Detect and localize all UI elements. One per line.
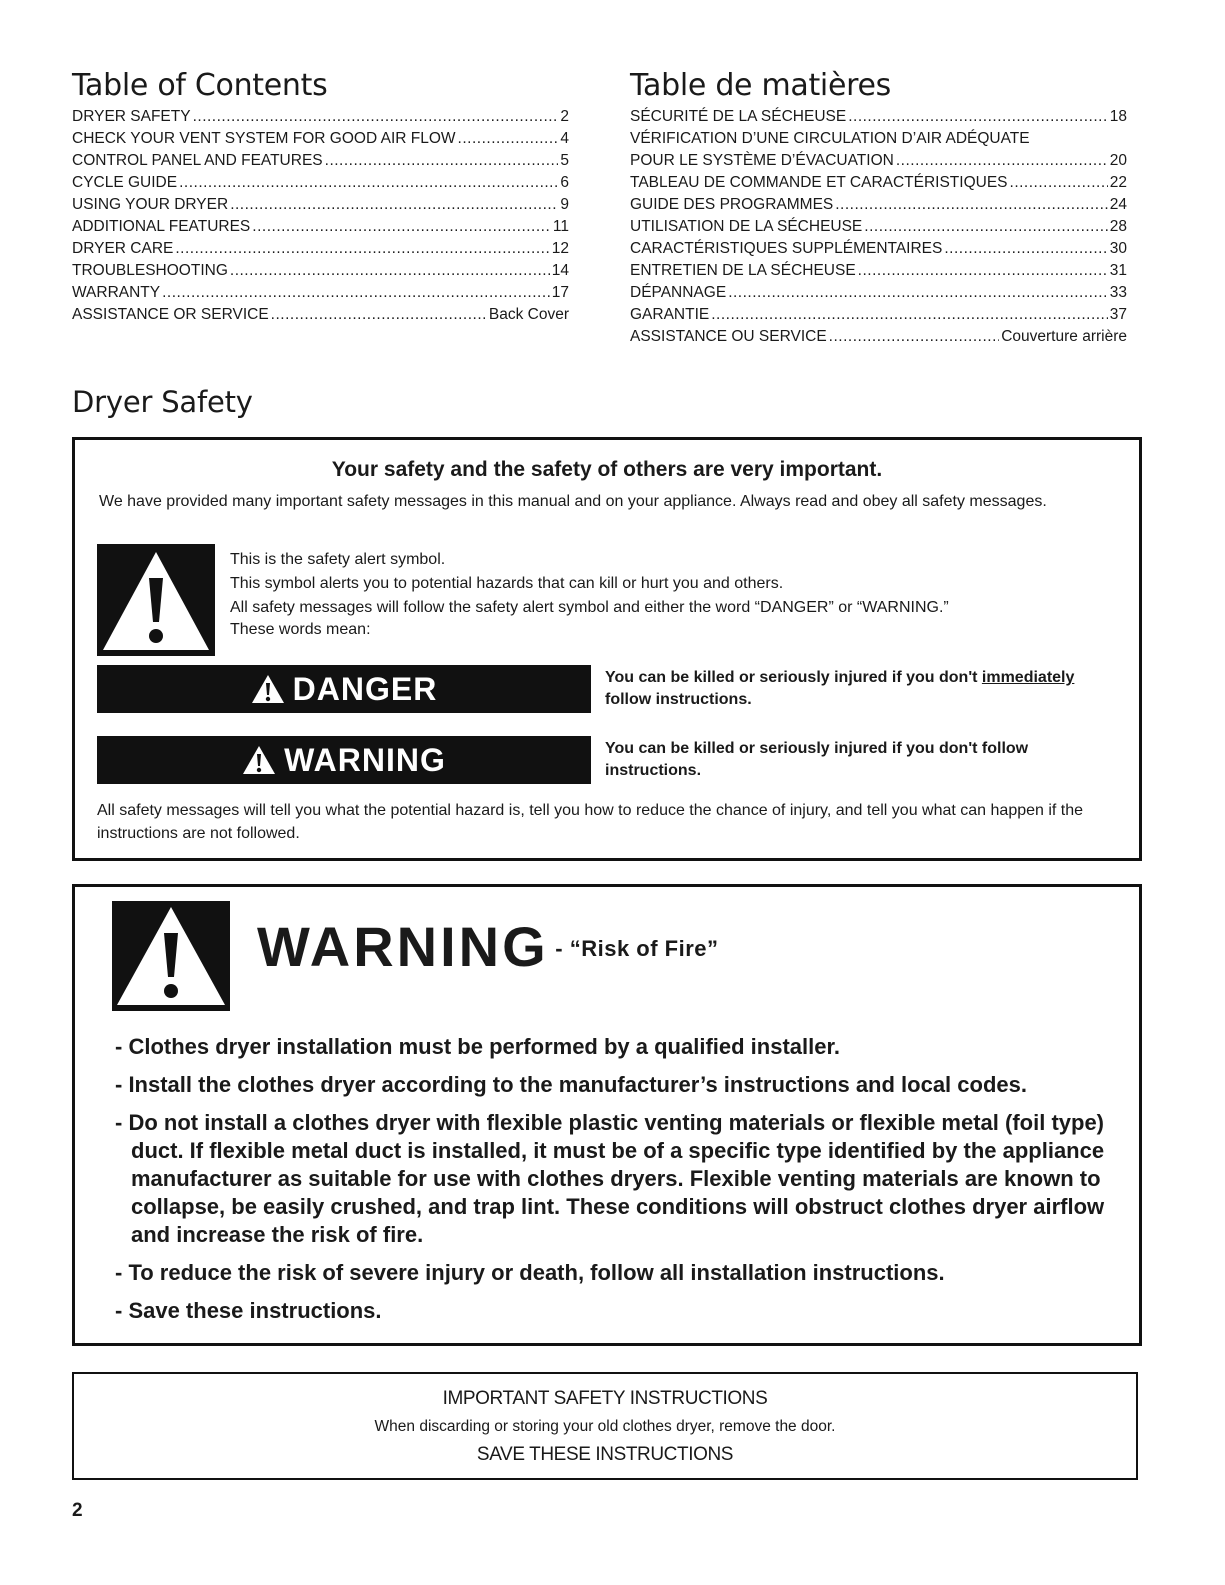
toc-entry: USING YOUR DRYER ..... 9 xyxy=(72,194,569,216)
fire-warning-list xyxy=(115,1033,1125,1335)
fire-warning-box xyxy=(72,884,1142,1346)
toc-entry: DÉPANNAGE ..... 33 xyxy=(630,282,1127,304)
safety-alert-icon xyxy=(112,901,230,1011)
important-text: When discarding or storing your old clothes dryer, remove the door. xyxy=(374,1418,836,1435)
toc-entry: WARRANTY ..... 17 xyxy=(72,282,569,304)
page-number: 2 xyxy=(72,1500,83,1521)
toc-english-title: Table of Contents xyxy=(72,68,328,103)
toc-entry: SÉCURITÉ DE LA SÉCHEUSE ..... 18 xyxy=(630,106,1127,128)
warning-item: - Save these instructions. xyxy=(115,1298,382,1323)
warning-meaning: You can be killed or seriously injured if you don't follow instructions. xyxy=(605,740,1029,779)
toc-french xyxy=(630,68,1127,348)
safety-outro: All safety messages will tell you what the potential hazard is, tell you how to reduce the chance of injury, and tell you what can happen if the instructions are not followed. xyxy=(97,802,1084,842)
toc-entry: ASSISTANCE OU SERVICE ..... Couverture arrière xyxy=(630,326,1127,348)
fire-warning-title: WARNING - $^{“Risk of Fire”}$ xyxy=(257,915,719,978)
toc-entry: GUIDE DES PROGRAMMES ..... 24 xyxy=(630,194,1127,216)
section-title: Dryer Safety xyxy=(72,385,253,419)
warning-item: - Do not install a clothes dryer with flexible plastic venting materials or flexible metal (foil type) duct. If flexible metal duct is installed, it must be of a specific type identified by the appliance manufacturer as suitable for use with clothes dryers. Flexible venting materials are known to collapse, be easily crushed, and trap lint. These conditions will obstruct clothes dryer airflow and increase the risk of fire. xyxy=(115,1110,1105,1247)
alert-triangle-icon xyxy=(251,674,285,704)
important-instructions-box xyxy=(72,1372,1138,1480)
symbol-line: This is the safety alert symbol. xyxy=(230,551,446,568)
toc-entry: ADDITIONAL FEATURES ..... 11 xyxy=(72,216,569,238)
toc-entry: CHECK YOUR VENT SYSTEM FOR GOOD AIR FLOW ..... 4 xyxy=(72,128,569,150)
toc-french-title: Table de matières xyxy=(630,68,891,103)
important-footer: SAVE THESE INSTRUCTIONS xyxy=(476,1444,734,1465)
toc-entry: VÉRIFICATION D’UNE CIRCULATION D’AIR ADÉQUATE xyxy=(630,130,1030,147)
toc-entry: ENTRETIEN DE LA SÉCHEUSE ..... 31 xyxy=(630,260,1127,282)
toc-entry: CARACTÉRISTIQUES SUPPLÉMENTAIRES ..... 30 xyxy=(630,238,1127,260)
alert-triangle-icon xyxy=(242,745,276,775)
safety-intro: We have provided many important safety messages in this manual and on your appliance. Always read and obey all safety messages. xyxy=(99,493,1047,510)
warning-item: - Clothes dryer installation must be performed by a qualified installer. xyxy=(115,1034,840,1059)
danger-signal-banner xyxy=(97,665,591,713)
toc-english xyxy=(72,68,569,326)
toc-entry: DRYER SAFETY ..... 2 xyxy=(72,106,569,128)
safety-headline: Your safety and the safety of others are very important. xyxy=(331,458,883,481)
danger-meaning: You can be killed or seriously injured if you don't immediately follow instructions. xyxy=(605,669,1075,708)
toc-entry: CONTROL PANEL AND FEATURES ..... 5 xyxy=(72,150,569,172)
symbol-line: This symbol alerts you to potential hazards that can kill or hurt you and others. xyxy=(230,575,784,592)
toc-entry: TABLEAU DE COMMANDE ET CARACTÉRISTIQUES ..... 22 xyxy=(630,172,1127,194)
important-title: IMPORTANT SAFETY INSTRUCTIONS xyxy=(442,1388,768,1409)
toc-entry: POUR LE SYSTÈME D’ÉVACUATION ..... 20 xyxy=(630,150,1127,172)
safety-symbol-explanation xyxy=(230,548,949,640)
toc-entry: CYCLE GUIDE ..... 6 xyxy=(72,172,569,194)
toc-entry: ASSISTANCE OR SERVICE ..... Back Cover xyxy=(72,304,569,326)
danger-label: DANGER xyxy=(292,670,438,707)
toc-entry: UTILISATION DE LA SÉCHEUSE ..... 28 xyxy=(630,216,1127,238)
warning-label: WARNING xyxy=(284,741,446,778)
symbol-line: These words mean: xyxy=(230,621,371,638)
warning-item: - Install the clothes dryer according to the manufacturer’s instructions and local codes. xyxy=(115,1072,1027,1097)
toc-entry: DRYER CARE ..... 12 xyxy=(72,238,569,260)
symbol-line: All safety messages will follow the safety alert symbol and either the word “DANGER” or “WARNING.” xyxy=(230,599,949,616)
warning-signal-banner xyxy=(97,736,591,784)
safety-info-box xyxy=(72,437,1142,861)
toc-french-list xyxy=(630,106,1127,348)
toc-english-list xyxy=(72,106,569,326)
warning-item: - To reduce the risk of severe injury or death, follow all installation instructions. xyxy=(115,1260,945,1285)
safety-alert-icon xyxy=(97,544,215,656)
toc-entry: TROUBLESHOOTING ..... 14 xyxy=(72,260,569,282)
toc-entry: GARANTIE ..... 37 xyxy=(630,304,1127,326)
